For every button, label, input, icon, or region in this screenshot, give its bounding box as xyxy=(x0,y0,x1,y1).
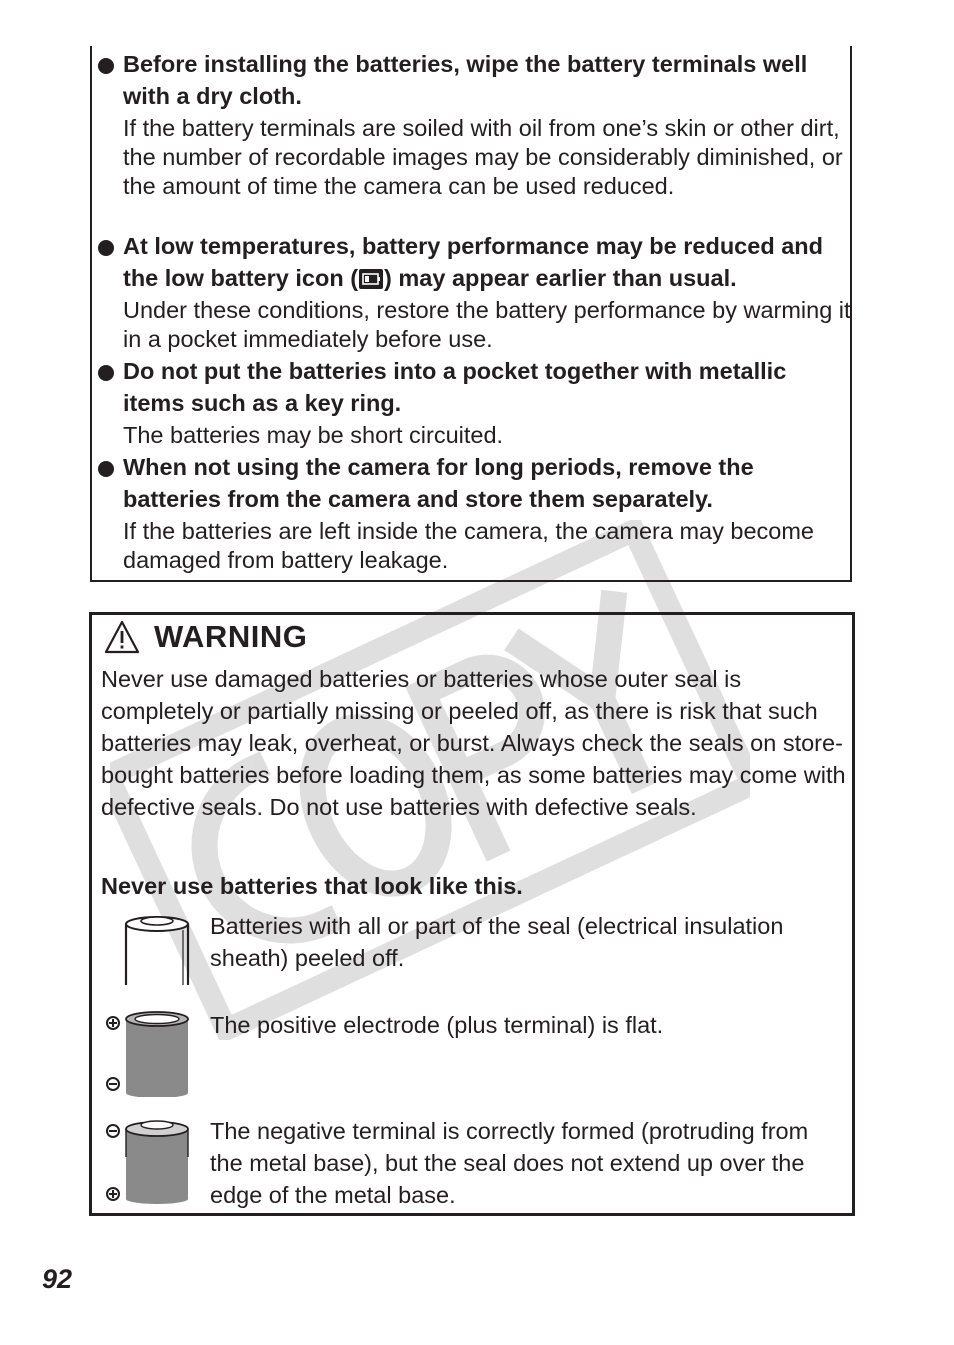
caution-body: Under these conditions, restore the battery performance by warming it in a pocket immediately before use. xyxy=(123,297,851,352)
caution-heading-part2: ) may appear earlier than usual. xyxy=(384,265,737,291)
battery-example-text: The negative terminal is correctly formed (protruding from the metal base), but the seal does not extend up over the edge of the metal base. xyxy=(210,1118,809,1208)
caution-heading-part1: At low temperatures, battery performance may be reduced and the low battery icon ( xyxy=(123,233,823,291)
caution-heading: When not using the camera for long periods, remove the batteries from the camera and store them separately. xyxy=(123,454,754,512)
warning-box xyxy=(89,612,855,1216)
caution-heading xyxy=(123,230,853,294)
page-number: 92 xyxy=(42,1264,73,1294)
bullet xyxy=(98,58,114,74)
battery-example-text: Batteries with all or part of the seal (electrical insulation sheath) peeled off. xyxy=(210,913,784,971)
warning-title xyxy=(104,617,307,657)
caution-heading: Before installing the batteries, wipe the battery terminals well with a dry cloth. xyxy=(123,51,808,109)
flat-positive-battery-icon xyxy=(101,1009,191,1097)
caution-body: If the battery terminals are soiled with oil from one’s skin or other dirt, the number of recordable images may be considerably diminished, or the amount of time the camera can be used reduced. xyxy=(123,115,843,199)
warning-subheading: Never use batteries that look like this. xyxy=(101,873,523,899)
caution-body: The batteries may be short circuited. xyxy=(123,422,504,448)
bullet xyxy=(98,240,114,256)
bullet xyxy=(98,461,114,477)
battery-example-text: The positive electrode (plus terminal) is flat. xyxy=(210,1012,664,1038)
caution-body: If the batteries are left inside the camera, the camera may become damaged from battery leakage. xyxy=(123,518,814,573)
bullet xyxy=(98,365,114,381)
warning-label: WARNING xyxy=(154,619,308,654)
warning-triangle-icon xyxy=(104,620,140,654)
warning-paragraph: Never use damaged batteries or batteries whose outer seal is completely or partially missing or peeled off, as there is risk that such batteries may leak, overheat, or burst. Always check the seals on store-bought batteries before loading them, as some batteries may come with defective seals. Do not use batteries with defective seals. xyxy=(101,666,846,820)
peeled-seal-battery-icon xyxy=(101,910,191,990)
caution-box xyxy=(90,46,852,582)
caution-heading: Do not put the batteries into a pocket together with metallic items such as a key ring. xyxy=(123,358,787,416)
short-seal-battery-icon xyxy=(101,1115,191,1205)
low-battery-icon xyxy=(358,268,384,290)
